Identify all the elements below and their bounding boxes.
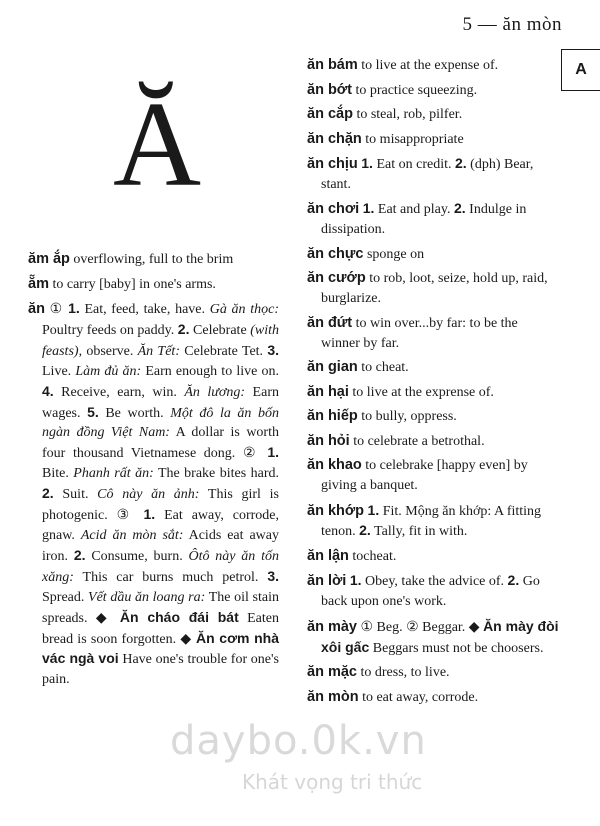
definition-text: Suit. xyxy=(53,487,98,503)
headword: ăn bớt xyxy=(307,81,352,98)
example-phrase: Phanh rất ăn: xyxy=(73,466,154,482)
dictionary-entry xyxy=(307,663,559,683)
headword: ăn chặn xyxy=(307,130,362,147)
definition-text: to dress, to live. xyxy=(356,665,450,681)
sense-number: 4. xyxy=(42,382,54,399)
headword: ăn cắp xyxy=(307,106,353,122)
headword: ăn mòn xyxy=(307,688,359,705)
example-phrase: Gà ăn thọc: xyxy=(209,302,279,317)
definition-text: Go back upon one's work. xyxy=(321,574,540,610)
definition-text: to eat away, corrode. xyxy=(358,689,479,705)
sense-number: 1. xyxy=(367,501,380,518)
example-phrase: Ăn lương: xyxy=(184,384,246,400)
headword: ăn đứt xyxy=(307,314,353,331)
example-phrase: Acid ăn mòn sắt: xyxy=(80,527,184,543)
definition-text: Indulge in dissipation. xyxy=(321,202,527,238)
definition-text: A dollar is worth four thousand Vietnamese dong. ② xyxy=(42,425,279,462)
definition-text: This car burns much petrol. xyxy=(73,569,268,585)
definition-text: Obey, take the advice of. xyxy=(361,574,508,590)
definition-text: Bite. xyxy=(42,466,74,482)
sense-number: Ăn cơm nhà vác ngà voi xyxy=(42,629,279,667)
sense-number: 1. xyxy=(361,155,373,171)
dictionary-entry xyxy=(307,617,559,659)
dictionary-entry xyxy=(307,358,559,378)
headword: ăn chịu xyxy=(307,156,358,172)
definition-text: Eat away, corrode, gnaw. xyxy=(42,508,279,543)
sense-number: 1. xyxy=(143,506,156,523)
dictionary-entry xyxy=(307,456,559,496)
definition-text: The oil stain spreads. ◆ xyxy=(42,589,279,626)
example-phrase: Ăn Tết: xyxy=(137,343,180,359)
headword: ăn khớp xyxy=(307,502,365,519)
definition-text: tocheat. xyxy=(348,548,397,564)
watermark-logo: daybo.0k.vn xyxy=(170,718,427,764)
sense-number: 3. xyxy=(267,567,279,584)
definition-text: This girl is photogenic. ③ xyxy=(42,487,279,524)
thumb-index-letter: A xyxy=(575,61,587,78)
dictionary-entry xyxy=(307,407,559,427)
headword: ăn chực xyxy=(307,245,364,262)
running-header xyxy=(463,14,562,36)
example-phrase: Làm đủ ăn: xyxy=(75,363,142,379)
dictionary-entry xyxy=(307,432,559,452)
dictionary-entry xyxy=(307,383,559,403)
definition-text: to bully, oppress. xyxy=(357,409,457,425)
page-number: 5 xyxy=(462,14,473,35)
sense-number: 2. xyxy=(507,572,520,589)
example-phrase: Cô này ăn ảnh: xyxy=(97,487,200,503)
dictionary-entry xyxy=(28,250,279,270)
dictionary-entry xyxy=(307,130,559,150)
dictionary-entry xyxy=(307,688,559,708)
sense-number: 2. xyxy=(453,200,466,217)
header-dash: — xyxy=(472,14,503,35)
definition-text: to win over...by far: to be the winner by far. xyxy=(321,315,518,351)
definition-text: to carry [baby] in one's arms. xyxy=(48,276,216,292)
definition-text: Fit. Mộng ăn khớp: A fitting tenon. xyxy=(321,503,542,540)
definition-text: Beggars must not be choosers. xyxy=(369,640,544,656)
headword: ăn chơi xyxy=(307,201,360,218)
sense-number: 5. xyxy=(87,403,99,420)
sense-number: 1. xyxy=(362,200,375,217)
dictionary-entry xyxy=(307,571,559,612)
definition-text: ① Beg. ② Beggar. ◆ xyxy=(356,619,484,635)
thumb-index-tab xyxy=(561,49,600,91)
headword: ăn khao xyxy=(307,457,362,474)
headword: ăn lận xyxy=(307,547,349,564)
headword: ăn mặc xyxy=(307,664,357,681)
definition-text: Consume, burn. xyxy=(85,548,189,564)
definition-text: Eat and play. xyxy=(374,202,454,218)
example-phrase: Ôtô này ăn tốn xăng: xyxy=(42,548,279,585)
definition-text: to live at the expense of. xyxy=(357,58,499,73)
definition-text: Eat, feed, take, have. xyxy=(79,302,210,317)
dictionary-entry xyxy=(307,501,559,543)
headword: ăm ắp xyxy=(28,251,70,267)
dictionary-entry xyxy=(307,314,559,354)
sense-number: 1. xyxy=(267,444,279,461)
dictionary-entry xyxy=(307,56,559,76)
definition-text: Acids eat away iron. xyxy=(42,527,279,564)
sense-number: 3. xyxy=(267,341,279,358)
definition-text: Eat on credit. xyxy=(372,157,455,172)
right-column xyxy=(307,56,559,712)
definition-text: sponge on xyxy=(363,246,425,262)
section-letter: Ă xyxy=(112,77,202,212)
definition-text: overflowing, full to the brim xyxy=(69,252,234,267)
headword: ăn lời xyxy=(307,573,347,590)
definition-text: Eaten bread is soon forgotten. ◆ xyxy=(42,610,279,647)
definition-text: to live at the exprense of. xyxy=(348,384,494,400)
watermark-tagline: Khát vọng tri thức xyxy=(242,770,423,794)
dictionary-entry xyxy=(307,269,559,309)
definition-text: Have one's trouble for one's pain. xyxy=(42,652,279,688)
definition-text: Earn wages. xyxy=(42,384,279,421)
headword: ẵm xyxy=(28,275,49,292)
definition-text: Celebrate Tet. xyxy=(179,343,268,359)
dictionary-entry xyxy=(307,154,559,195)
dictionary-entry xyxy=(28,299,279,690)
sense-number: 2. xyxy=(359,522,371,539)
definition-text: Celebrate xyxy=(189,322,251,338)
sense-number: Ăn cháo đái bát xyxy=(119,608,239,625)
headword: ăn hiếp xyxy=(307,408,358,425)
sense-number: 2. xyxy=(177,320,190,337)
definition-text: to celebrake [happy even] by giving a banquet. xyxy=(321,458,528,494)
definition-text: (dph) Bear, stant. xyxy=(321,157,534,192)
definition-text: ① xyxy=(44,302,69,317)
definition-text: Be worth. xyxy=(98,405,171,421)
headword: ăn hại xyxy=(307,383,349,400)
example-phrase: (with feasts) xyxy=(42,322,279,359)
definition-text: Spread. xyxy=(42,589,89,605)
sense-number: 2. xyxy=(454,155,467,171)
dictionary-entry xyxy=(307,105,559,125)
dictionary-entry xyxy=(307,547,559,567)
dictionary-entry xyxy=(307,199,559,240)
headword: ăn bám xyxy=(307,57,358,73)
headword: ăn cướp xyxy=(307,270,366,287)
headword: ăn gian xyxy=(307,359,358,376)
dictionary-entry xyxy=(28,275,279,295)
sense-number: Ăn mày đòi xôi gấc xyxy=(321,617,559,655)
definition-text: to misappropriate xyxy=(361,131,464,147)
definition-text: to rob, loot, seize, hold up, raid, burglarize. xyxy=(321,271,548,307)
definition-text: to steal, rob, pilfer. xyxy=(352,107,463,122)
left-column xyxy=(28,250,279,695)
example-phrase: Vết dầu ăn loang ra: xyxy=(88,589,206,605)
definition-text: to cheat. xyxy=(357,360,409,376)
definition-text: Earn enough to live on. xyxy=(141,363,279,379)
headword: ăn hỏi xyxy=(307,432,350,449)
sense-number: 2. xyxy=(42,485,54,502)
dictionary-entry xyxy=(307,81,559,101)
definition-text: The brake bites hard. xyxy=(153,466,279,482)
headword: ăn mày xyxy=(307,618,357,635)
definition-text: to celebrate a betrothal. xyxy=(349,433,485,449)
definition-text: Tally, fit in with. xyxy=(370,524,468,540)
definition-text: Poultry feeds on paddy. xyxy=(42,322,178,338)
guide-word: ăn mòn xyxy=(502,14,562,35)
definition-text: , observe. xyxy=(78,343,138,359)
definition-text: Live. xyxy=(42,363,76,379)
sense-number: 1. xyxy=(349,572,362,589)
sense-number: 1. xyxy=(68,300,80,316)
definition-text: Receive, earn, win. xyxy=(53,384,185,400)
example-phrase: Một đô la ăn bốn ngàn đồng Việt Nam: xyxy=(42,405,279,441)
dictionary-entry xyxy=(307,245,559,265)
definition-text: to practice squeezing. xyxy=(351,82,478,98)
sense-number: 2. xyxy=(73,546,86,563)
headword: ăn xyxy=(28,301,45,317)
